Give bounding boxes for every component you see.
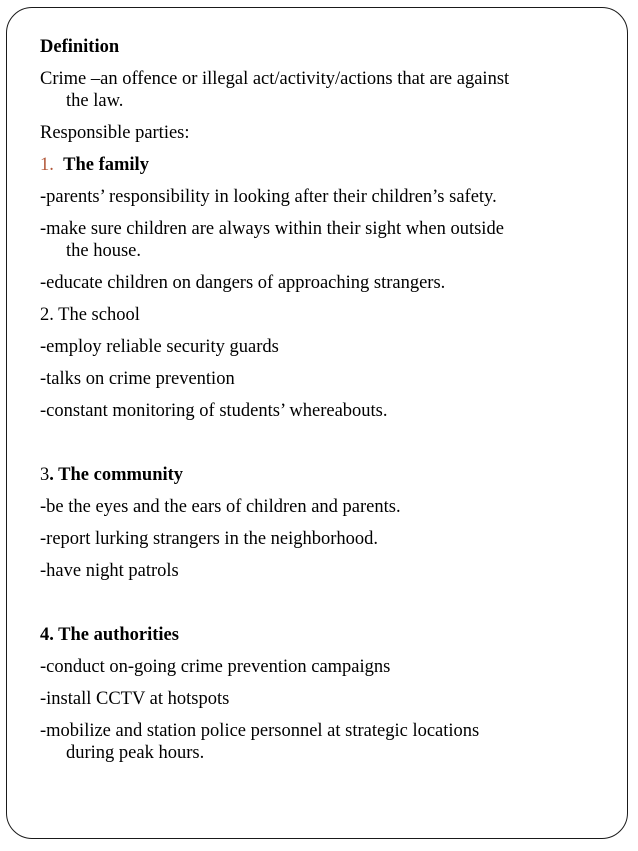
crime-definition bbox=[40, 68, 600, 112]
authorities-item-2: -install CCTV at hotspots bbox=[40, 689, 230, 709]
community-item-3: -have night patrols bbox=[40, 561, 179, 581]
crime-definition-line-2: the law. bbox=[66, 91, 124, 111]
slide-content bbox=[40, 36, 600, 774]
school-item-2: -talks on crime prevention bbox=[40, 369, 235, 389]
family-item-3: -educate children on dangers of approaching strangers. bbox=[40, 273, 446, 293]
school-item-3: -constant monitoring of students’ whereabouts. bbox=[40, 401, 388, 421]
family-item-2 bbox=[40, 218, 600, 262]
family-item-1: -parents’ responsibility in looking after their children’s safety. bbox=[40, 187, 497, 207]
community-heading bbox=[40, 464, 600, 486]
authorities-item-3-line-1: -mobilize and station police personnel at strategic locations bbox=[40, 721, 480, 741]
school-item-1: -employ reliable security guards bbox=[40, 337, 279, 357]
spacer bbox=[40, 592, 600, 624]
crime-definition-line-1: Crime –an offence or illegal act/activity/actions that are against bbox=[40, 69, 510, 89]
family-title: The family bbox=[63, 155, 149, 175]
community-number: 3 bbox=[40, 465, 50, 485]
definition-heading: Definition bbox=[40, 37, 120, 57]
authorities-item-3 bbox=[40, 720, 600, 764]
family-item-2-line-2: the house. bbox=[66, 241, 142, 261]
family-heading bbox=[40, 154, 600, 176]
community-item-1: -be the eyes and the ears of children and parents. bbox=[40, 497, 401, 517]
community-title: . The community bbox=[49, 465, 184, 485]
spacer bbox=[40, 432, 600, 464]
family-number: 1. bbox=[40, 155, 54, 175]
authorities-item-1: -conduct on-going crime prevention campaigns bbox=[40, 657, 391, 677]
community-item-2: -report lurking strangers in the neighborhood. bbox=[40, 529, 379, 549]
family-item-2-line-1: -make sure children are always within their sight when outside bbox=[40, 219, 504, 239]
authorities-heading: 4. The authorities bbox=[40, 625, 179, 645]
school-heading: 2. The school bbox=[40, 305, 140, 325]
responsible-parties-label: Responsible parties: bbox=[40, 123, 190, 143]
authorities-item-3-line-2: during peak hours. bbox=[66, 743, 205, 763]
